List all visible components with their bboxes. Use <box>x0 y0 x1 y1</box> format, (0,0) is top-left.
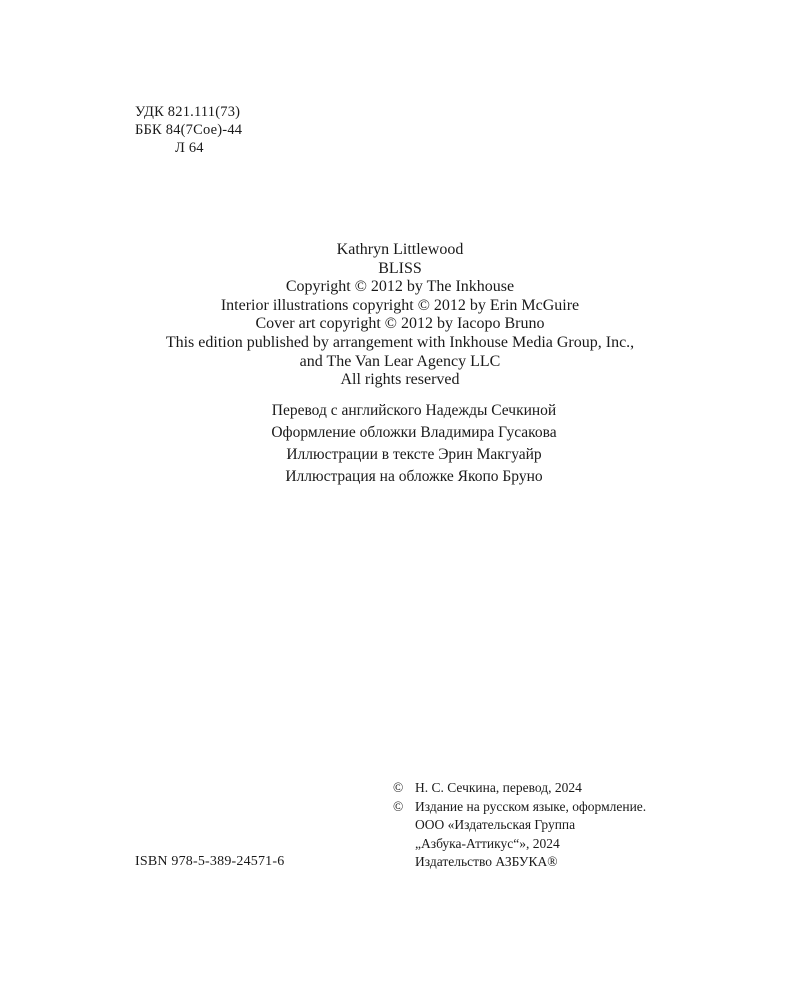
original-copyright-block <box>0 241 800 390</box>
edition-note-line-1: This edition published by arrangement with Inkhouse Media Group, Inc., <box>165 333 635 351</box>
rights-entry <box>393 816 646 835</box>
author-mark: Л 64 <box>175 140 204 156</box>
text-copyright: Copyright © 2012 by The Inkhouse <box>285 278 515 296</box>
edition-note-line-2: and The Van Lear Agency LLC <box>299 352 501 370</box>
illustrations-copyright: Interior illustrations copyright © 2012 by Erin McGuire <box>220 296 580 314</box>
original-title: BLISS <box>378 259 422 277</box>
translator-credit: Перевод с английского Надежды Сечкиной <box>271 402 557 419</box>
translation-rights-text: Н. С. Сечкина, перевод, 2024 <box>415 780 582 795</box>
publisher-name-line-1: ООО «Издательская Группа <box>415 817 576 833</box>
interior-illustrations-credit: Иллюстрации в тексте Эрин Макгуайр <box>286 446 542 463</box>
udk-code: УДК 821.111(73) <box>135 104 241 120</box>
catalog-codes <box>135 103 242 157</box>
author-name: Kathryn Littlewood <box>336 241 464 258</box>
rights-entry <box>393 798 646 817</box>
cover-art-copyright: Cover art copyright © 2012 by Iacopo Bruno <box>255 315 545 333</box>
rights-reserved: All rights reserved <box>340 371 460 389</box>
copyright-symbol-icon: © <box>393 798 404 814</box>
publisher-name-line-2: „Азбука-Аттикус“», 2024 <box>415 835 560 851</box>
translation-credits-block <box>0 400 800 488</box>
rights-entry <box>393 779 646 798</box>
publisher-imprint: Издательство АЗБУКА® <box>415 854 558 870</box>
copyright-symbol-icon: © <box>393 780 404 795</box>
isbn: ISBN 978-5-389-24571-6 <box>135 854 285 869</box>
rights-entry <box>393 835 646 854</box>
publisher-rights-block <box>393 779 646 872</box>
cover-design-credit: Оформление обложки Владимира Гусакова <box>271 424 557 441</box>
edition-rights-text: Издание на русском языке, оформление. <box>415 798 647 814</box>
rights-entry <box>393 853 646 872</box>
cover-illustration-credit: Иллюстрация на обложке Якопо Бруно <box>285 468 543 485</box>
bbk-code: ББК 84(7Сое)-44 <box>135 122 243 138</box>
